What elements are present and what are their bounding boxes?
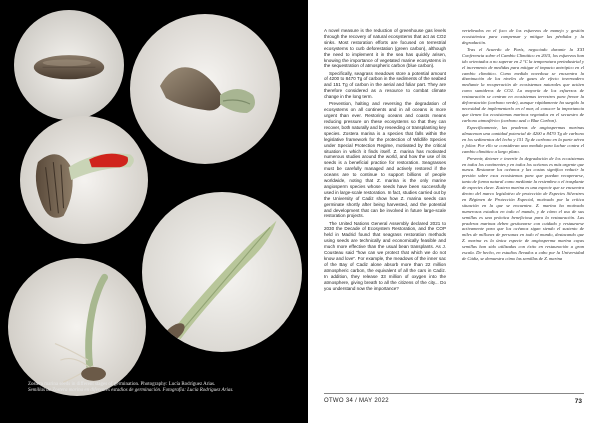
spanish-paragraph: vertebrados en el foco de los esfuerzos de manejo y gestión ecosistémica para compensar y mitigar las pérdidas y la degradación.: [462, 28, 584, 45]
seed-sprouting-illustration: [130, 14, 280, 164]
article-column-english: [324, 28, 446, 380]
seedling-roots-illustration: [8, 258, 146, 396]
caption-english: Zostera marina seeds in different stages of germination. Photography: Lucía Rodríguez Arias.: [28, 382, 216, 387]
photo-seed-cotyledon: [20, 116, 148, 244]
photo-seedling-roots: [8, 258, 146, 396]
spanish-paragraph: Específicamente, las praderas de angiospermas marinas almacenan una cantidad potencial de 4200 a 8470 Tg de carbono en los sedimentos del lecho y 151 Tg de carbono en la parte aérea y foliar. Por ello se consideran una medida para luchar contra el cambio climático a largo plazo.: [462, 124, 584, 154]
spanish-paragraph: Prevenir, detener e invertir la degradación de los ecosistemas en todos los continentes y en todos los océanos es más urgente que nunca. Restaurar los océanos y las costas significa reducir la presión sobre esos ecosistemas para que puedan recuperarse, tanto de forma natural como mediante la resiembra o el trasplante de especies clave. Zostera marina es una especie que se encuentra dentro del marco legislativo de protección de Especies Silvestres en Régimen de Protección Especial, motivado por la crítica situación en la que se encuentra. Z. marina ha motivado numerosos estudios en todo el mundo, y de cómo el uso de sus semillas es una práctica beneficiosa para la restauración. Las praderas marinas deben gestionarse con cuidado y restaurarse activamente para que los océanos sigan siendo el sustento de miles de millones de personas en todo el mundo, destacando que Z. marina es la única especie de angiosperma marina cuyas semillas han sido utilizadas con éxito en restauración a gran escala. De hecho, en estudios llevados a cabo por la Universidad de Cádiz, se demuestra cómo las semillas de Z. marina: [462, 155, 584, 261]
seedling-leaf-illustration: [142, 192, 302, 352]
caption-spanish: Semillas de Zostera marina en diferentes estadios de germinación. Fotografía: Lucía Rodríguez Arias.: [28, 388, 234, 394]
photo-caption: [28, 382, 258, 394]
english-paragraph: A novel measure is the reduction of greenhouse gas levels through the recovery of natural ecosystems that act as CO2 sinks. Most restoration efforts are focused on terrestrial ecosystems to curb deforestation (green carbon), although the need to implement it in the sea has quickly arisen, knowing the importance of vegetated marine ecosystems in the sequestration of atmospheric carbon (blue carbon).: [324, 28, 446, 69]
spanish-paragraph: Tras el Acuerdo de París, negociado durante la XXI Conferencia sobre el Cambio Climático en 2015, los esfuerzos han ido orientados a no superar en 2 °C la temperatura preindustrial y el incremento de medidas para mitigar el impacto antrópico en el cambio climático. Como medida novedosa se encuentra la disminución de los niveles de gases de efecto invernadero mediante la recuperación de ecosistemas naturales que actúen como sumideros de CO2. La mayoría de los esfuerzos de restauración se centran en ecosistemas terrestres para frenar la deforestación (carbono verde), aunque rápidamente ha surgido la necesidad de implementarlo en el mar, al conocer la importancia que tienen los ecosistemas marinos vegetados en el secuestro de carbono atmosférico (carbono azul o Blue Carbon).: [462, 46, 584, 123]
footer-divider: [324, 393, 584, 394]
seed-dormant-illustration: [14, 10, 124, 120]
text-page: [308, 0, 600, 423]
seed-cotyledon-illustration: [20, 116, 148, 244]
english-paragraph: Prevention, halting and reversing the degradation of ecosystems on all continents and in all oceans is more urgent than ever. Restoring oceans and coasts means reducing pressure on these ecosystems so that they can recover, both naturally and by reseeding or transplanting key species. Zostera marina is a species that falls within the legislative framework for the protection of Wildlife Species under Special Protection Regime, motivated by the critical situation in which it finds itself. Z. marina has motivated numerous studies around the world, and how the use of its seeds is a beneficial practice for restoration. Seagrasses must be carefully managed and actively restored if the oceans are to continue to support billions of people worldwide, noting that Z. marina is the only marine angiosperm species whose seeds have been successfully used in large-scale restoration. In fact, studies carried out by the University of Cadiz show how Z. marina seeds can germinate shortly after being harvested, and the potential and development that can be involved in future large-scale restoration projects.: [324, 101, 446, 219]
photo-seedling-leaf: [142, 192, 302, 352]
page-number: 73: [574, 398, 582, 405]
photo-seed-dormant: [14, 10, 124, 120]
article-column-spanish: [462, 28, 584, 380]
photo-seed-sprouting: [130, 14, 280, 164]
english-paragraph: The United Nations General Assembly declared 2021 to 2030 the Decade of Ecosystem Restoration, and the COP held in Madrid found that seagrass restoration methods using seeds are technically and economically feasible and much more effective than the usual bean transplants. As J. Cousteau said "how can we protect that which we do not know and love". For example, the meadows of the inner sac of the Bay of Cadiz alone absorb more than 22 million atmospheric carbon, the equivalent of all the cars in Cadiz. In addition, they release 33 million of oxygen into the atmosphere, giving breath to all the citizens of the city... Do you understand now the importance?: [324, 220, 446, 291]
english-paragraph: Specifically, seagrass meadows store a potential amount of 4200 to 8470 Tg of carbon in the sediments of the seabed and 151 Tg of carbon in the aerial and foliar part. They are therefore considered as a resource to combat climate change in the long term.: [324, 70, 446, 100]
footer-issue: OTWO 34 / MAY 2022: [324, 398, 389, 404]
